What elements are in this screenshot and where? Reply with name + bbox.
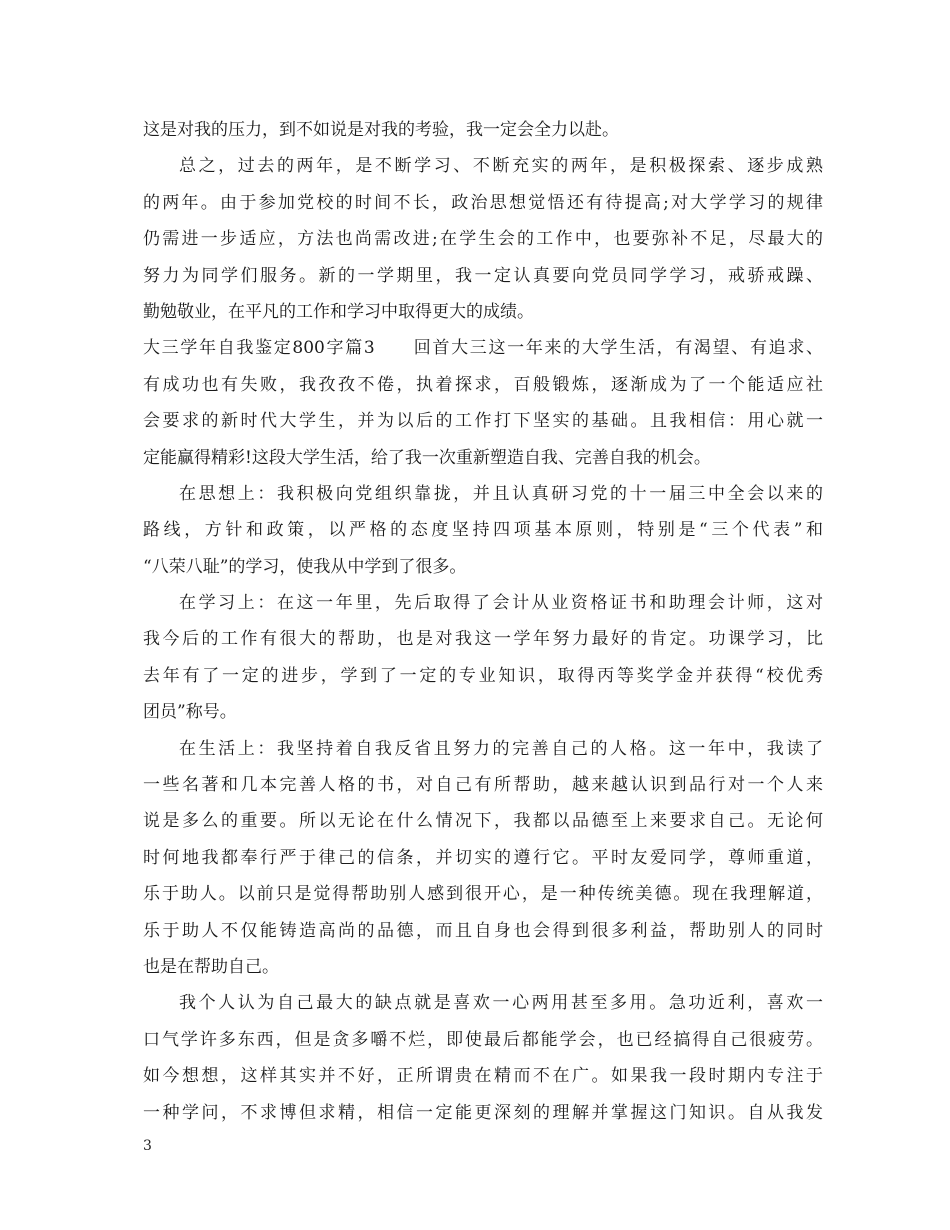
text-line: 一种学问，不求博但求精，相信一定能更深刻的理解并掌握这门知识。自从我发 bbox=[143, 1102, 823, 1123]
text-line: 勤勉敬业，在平凡的工作和学习中取得更大的成绩。 bbox=[143, 301, 534, 322]
text-line: 这是对我的压力，到不如说是对我的考验，我一定会全力以赴。 bbox=[143, 120, 619, 140]
text-line: 我今后的工作有很大的帮助，也是对我这一学年努力最好的肯定。功课学习，比 bbox=[143, 629, 823, 650]
text-line: 时何地我都奉行严于律己的信条，并切实的遵行它。平时友爱同学，尊师重道， bbox=[143, 847, 823, 868]
text-line: 总之，过去的两年，是不断学习、不断充实的两年，是积极探索、逐步成熟 bbox=[179, 156, 823, 177]
text-line: 如今想想，这样其实并不好，正所谓贵在精而不在广。如果我一段时期内专注于 bbox=[143, 1066, 823, 1087]
text-line: 口气学许多东西，但是贪多嚼不烂，即使最后都能学会，也已经搞得自己很疲劳。 bbox=[143, 1029, 823, 1050]
text-line: “八荣八耻”的学习，使我从中学到了很多。 bbox=[143, 556, 467, 577]
text-line: 仍需进一步适应，方法也尚需改进;在学生会的工作中，也要弥补不足，尽最大的 bbox=[143, 229, 823, 250]
text-line: 在学习上：在这一年里，先后取得了会计从业资格证书和助理会计师，这对 bbox=[179, 593, 823, 614]
text-line: 团员”称号。 bbox=[143, 702, 237, 723]
text-line: 在生活上：我坚持着自我反省且努力的完善自己的人格。这一年中，我读了 bbox=[179, 738, 823, 759]
body-text bbox=[143, 112, 823, 1131]
text-line: 乐于助人。以前只是觉得帮助别人感到很开心，是一种传统美德。现在我理解道， bbox=[143, 884, 823, 905]
text-line: 在思想上：我积极向党组织靠拢，并且认真研习党的十一届三中全会以来的 bbox=[179, 483, 823, 504]
text-line: 一些名著和几本完善人格的书，对自己有所帮助，越来越认识到品行对一个人来 bbox=[143, 775, 823, 796]
text-line: 去年有了一定的进步，学到了一定的专业知识，取得丙等奖学金并获得“校优秀 bbox=[143, 665, 823, 686]
text-line: 也是在帮助自己。 bbox=[143, 956, 279, 977]
text-line: 说是多么的重要。所以无论在什么情况下，我都以品德至上来要求自己。无论何 bbox=[143, 811, 823, 832]
page-number: 3 bbox=[143, 1138, 152, 1154]
text-line: 路线，方针和政策，以严格的态度坚持四项基本原则，特别是“三个代表”和 bbox=[143, 520, 823, 541]
text-line: 大三学年自我鉴定800字篇3 回首大三这一年来的大学生活，有渴望、有追求、 bbox=[143, 338, 823, 359]
text-line: 我个人认为自己最大的缺点就是喜欢一心两用甚至多用。急功近利，喜欢一 bbox=[179, 993, 823, 1014]
text-line: 有成功也有失败，我孜孜不倦，执着探求，百般锻炼，逐渐成为了一个能适应社 bbox=[143, 374, 823, 395]
text-line: 会要求的新时代大学生，并为以后的工作打下坚实的基础。且我相信：用心就一 bbox=[143, 411, 823, 432]
text-line: 的两年。由于参加党校的时间不长，政治思想觉悟还有待提高;对大学学习的规律 bbox=[143, 192, 823, 213]
text-line: 定能赢得精彩!这段大学生活，给了我一次重新塑造自我、完善自我的机会。 bbox=[143, 447, 711, 468]
text-line: 努力为同学们服务。新的一学期里，我一定认真要向党员同学学习，戒骄戒躁、 bbox=[143, 265, 823, 286]
text-line: 乐于助人不仅能铸造高尚的品德，而且自身也会得到很多利益，帮助别人的同时 bbox=[143, 920, 823, 941]
